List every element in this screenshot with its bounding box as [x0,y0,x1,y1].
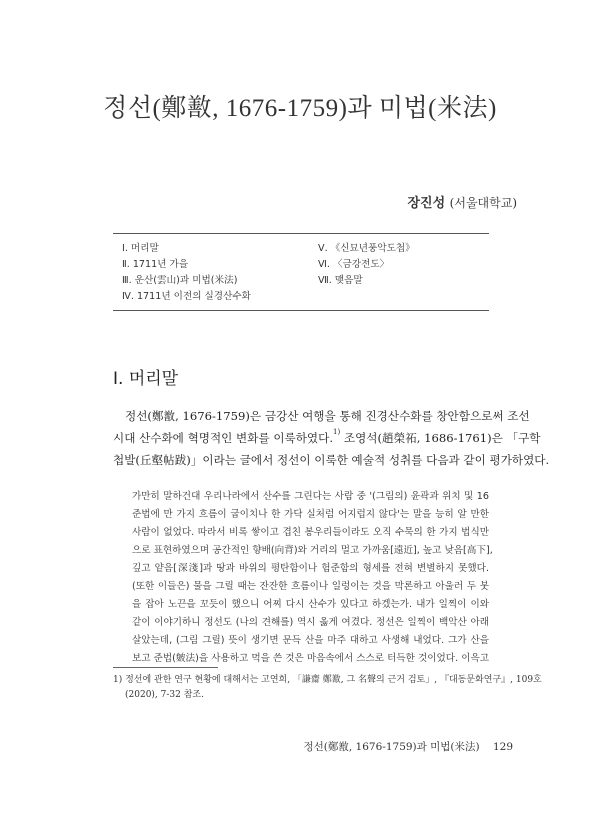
section-heading: Ⅰ. 머리말 [113,369,179,389]
block-quote [132,488,493,668]
toc-item: Ⅴ. 《신묘년풍악도첩》 [318,243,415,254]
footnote-line: 1) 정선에 관한 연구 현황에 대해서는 고연희, 「謙齋 鄭敾, 그 名聲의 근거 검토」, 『대동문화연구』, 109호 [113,675,542,685]
toc-item: Ⅶ. 맺음말 [318,275,363,286]
page-number: 129 [492,741,513,753]
running-footer [304,739,514,754]
paragraph-line: 첩발(丘壑帖跋)」이라는 글에서 정선이 이룩한 예술적 성취를 다음과 같이 평가하였다. [113,453,550,467]
quote-line: 보고 준법(皴法)을 사용하고 먹을 쓴 것은 마음속에서 스스로 터득한 것이었다. 이윽고 [132,653,489,664]
quote-line: 준법에 만 가지 흐름이 굽이치나 한 가닥 실처럼 어지럽지 않다'는 말을 능히 알 만한 [132,509,489,520]
quote-line: 같이 이야기하니 정선도 (나의 견해를) 역시 옳게 여겼다. 정선은 일찍이 백악산 아래 [132,617,489,628]
toc-item: Ⅱ. 1711년 가을 [122,259,189,270]
footnote-divider [113,667,218,668]
footnote-ref[interactable]: 1) [333,428,341,436]
quote-line: 깊고 얕음[深淺]과 땅과 바위의 평탄함이나 험준함의 형세를 전혀 변별하지 못했다. [132,563,489,574]
author-name: 장진성 [407,196,446,211]
footnote [113,673,542,703]
toc-item: Ⅵ. 〈금강전도〉 [318,259,390,270]
toc-item: Ⅲ. 운산(雲山)과 미법(米法) [122,275,238,286]
author-affiliation: (서울대학교) [449,196,517,210]
footnote-line: (2020), 7-32 참조. [125,690,204,700]
paragraph-line: 정선(鄭敾, 1676-1759)은 금강산 여행을 통해 진경산수화를 창안함으로써 조선 [125,409,530,423]
author-line [407,192,517,211]
paragraph-text: 시대 산수화에 혁명적인 변화를 이룩하였다. [113,431,334,445]
toc-item: Ⅰ. 머리말 [122,243,159,254]
paragraph-text: 조영석(趙榮祏, 1686-1761)은 「구학 [340,431,541,445]
running-title: 정선(鄭敾, 1676-1759)과 미법(米法) [303,741,480,753]
quote-line: 가만히 말하건대 우리나라에서 산수를 그린다는 사람 중 '(그림의) 윤곽과 위치 및 16 [132,491,489,502]
toc-left-column [122,241,251,305]
quote-line: 살았는데, (그림 그릴) 뜻이 생기면 문득 산을 마주 대하고 사생해 내었다. 그가 산을 [132,635,489,646]
quote-line: (또한 이들은) 물을 그릴 때는 잔잔한 흐름이나 일렁이는 것을 막론하고 아울러 두 붓 [132,581,489,592]
article-title: 정선(鄭敾, 1676-1759)과 미법(米法) [103,95,497,122]
quote-line: 을 잡아 노끈을 꼬듯이 했으니 어찌 다시 산수가 있다고 하겠는가. 내가 일찍이 이와 [132,599,489,610]
table-of-contents [113,233,489,311]
quote-line: 사람이 없었다. 따라서 비록 쌓이고 겹친 봉우리들이라도 오직 수묵의 한 가지 법식만 [132,527,489,538]
quote-line: 으로 표현하였으며 공간적인 향배(向背)와 거리의 멀고 가까움[遠近], 높고 낮음[高下], [132,545,493,556]
toc-right-column [318,241,415,289]
paragraph-line [113,427,541,449]
body-paragraph [113,405,550,471]
toc-item: Ⅳ. 1711년 이전의 실경산수화 [122,291,251,302]
